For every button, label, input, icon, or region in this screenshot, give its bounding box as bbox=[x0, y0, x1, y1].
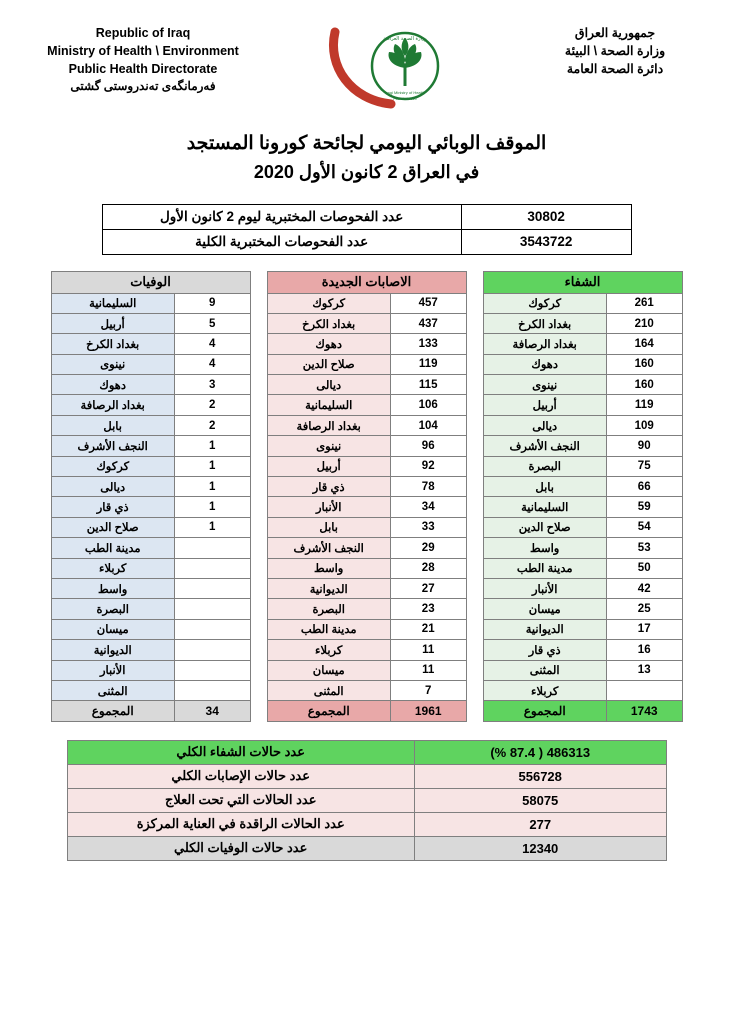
table-row bbox=[67, 764, 666, 788]
new-cases-total-label: المجموع bbox=[267, 701, 390, 721]
deaths-value bbox=[174, 599, 250, 619]
new-cases-province: بابل bbox=[267, 517, 390, 537]
deaths-value bbox=[174, 538, 250, 558]
deaths-province: بغداد الكرخ bbox=[51, 334, 174, 354]
page-title-line1: الموقف الوبائي اليومي لجائحة كورونا المستجد bbox=[186, 133, 547, 154]
deaths-province: كركوك bbox=[51, 456, 174, 476]
table-row bbox=[267, 293, 466, 313]
deaths-value: 2 bbox=[174, 395, 250, 415]
active-cases-label: عدد الحالات التي تحت العلاج bbox=[67, 788, 414, 812]
deaths-province: واسط bbox=[51, 578, 174, 598]
recovered-value: 50 bbox=[606, 558, 682, 578]
new-cases-province: بغداد الرصافة bbox=[267, 415, 390, 435]
deaths-value bbox=[174, 558, 250, 578]
new-cases-province: ميسان bbox=[267, 660, 390, 680]
new-cases-value: 437 bbox=[390, 313, 466, 333]
recovered-value: 75 bbox=[606, 456, 682, 476]
table-row bbox=[267, 456, 466, 476]
table-row bbox=[51, 558, 250, 578]
new-cases-province: المثنى bbox=[267, 680, 390, 700]
deaths-province: الأنبار bbox=[51, 660, 174, 680]
table-row bbox=[483, 578, 682, 598]
recovered-value: 53 bbox=[606, 538, 682, 558]
new-cases-value: 23 bbox=[390, 599, 466, 619]
table-row bbox=[483, 334, 682, 354]
table-row bbox=[51, 497, 250, 517]
daily-tests-label: عدد الفحوصات المختبرية ليوم 2 كانون الأول bbox=[102, 204, 461, 229]
deaths-value: 3 bbox=[174, 375, 250, 395]
table-row bbox=[483, 354, 682, 374]
table-row bbox=[267, 538, 466, 558]
table-row bbox=[483, 456, 682, 476]
new-cases-province: مدينة الطب bbox=[267, 619, 390, 639]
recovered-value: 54 bbox=[606, 517, 682, 537]
header-line-republic: Republic of Iraq bbox=[95, 26, 191, 40]
table-row bbox=[267, 578, 466, 598]
recovered-total-value: 1743 bbox=[606, 701, 682, 721]
total-deaths-label: عدد حالات الوفيات الكلي bbox=[67, 836, 414, 860]
recovered-province: كركوك bbox=[483, 293, 606, 313]
deaths-value: 9 bbox=[174, 293, 250, 313]
table-row bbox=[483, 415, 682, 435]
new-cases-province: البصرة bbox=[267, 599, 390, 619]
table-row bbox=[51, 680, 250, 700]
table-row bbox=[51, 293, 250, 313]
deaths-province: ذي قار bbox=[51, 497, 174, 517]
recovered-column bbox=[483, 271, 683, 722]
deaths-value: 1 bbox=[174, 517, 250, 537]
recovered-value bbox=[606, 680, 682, 700]
recovered-province: كربلاء bbox=[483, 680, 606, 700]
new-cases-province: أربيل bbox=[267, 456, 390, 476]
deaths-value: 1 bbox=[174, 497, 250, 517]
table-row bbox=[51, 619, 250, 639]
table-row bbox=[51, 578, 250, 598]
total-recovered-label: عدد حالات الشفاء الكلي bbox=[67, 740, 414, 764]
recovered-province: مدينة الطب bbox=[483, 558, 606, 578]
table-row bbox=[67, 836, 666, 860]
header-ar-ministry: وزارة الصحة \ البيئة bbox=[564, 44, 666, 59]
new-cases-rows bbox=[267, 293, 466, 721]
new-cases-total-row bbox=[267, 701, 466, 721]
svg-text:وزارة الصحة العراقية: وزارة الصحة العراقية bbox=[382, 36, 427, 42]
table-row bbox=[267, 334, 466, 354]
new-cases-province: النجف الأشرف bbox=[267, 538, 390, 558]
deaths-province: دهوك bbox=[51, 375, 174, 395]
table-row bbox=[51, 477, 250, 497]
table-row bbox=[51, 436, 250, 456]
deaths-value: 4 bbox=[174, 334, 250, 354]
new-cases-value: 96 bbox=[390, 436, 466, 456]
daily-tests-value: 30802 bbox=[461, 204, 631, 229]
deaths-value bbox=[174, 619, 250, 639]
table-row bbox=[483, 395, 682, 415]
total-deaths-value: 12340 bbox=[414, 836, 666, 860]
table-row bbox=[267, 558, 466, 578]
new-cases-province: صلاح الدين bbox=[267, 354, 390, 374]
new-cases-value: 106 bbox=[390, 395, 466, 415]
header-line-kurdish: فه‌رمانگه‌ی ته‌ندروستی گشتی bbox=[70, 79, 216, 94]
recovered-value: 160 bbox=[606, 354, 682, 374]
recovered-value: 210 bbox=[606, 313, 682, 333]
cumulative-summary-table bbox=[67, 740, 667, 861]
recovered-column-header: الشفاء bbox=[483, 271, 682, 293]
recovered-province: دهوك bbox=[483, 354, 606, 374]
recovered-value: 164 bbox=[606, 334, 682, 354]
new-cases-value: 11 bbox=[390, 660, 466, 680]
deaths-column bbox=[51, 271, 251, 722]
total-recovered-value: 486313 ( 87.4 %) bbox=[414, 740, 666, 764]
new-cases-column-header: الاصابات الجديدة bbox=[267, 271, 466, 293]
table-row bbox=[267, 375, 466, 395]
recovered-total-label: المجموع bbox=[483, 701, 606, 721]
recovered-total-row bbox=[483, 701, 682, 721]
recovered-value: 17 bbox=[606, 619, 682, 639]
table-row bbox=[267, 436, 466, 456]
deaths-value bbox=[174, 680, 250, 700]
table-row bbox=[483, 375, 682, 395]
deaths-province: الديوانية bbox=[51, 640, 174, 660]
new-cases-province: ذي قار bbox=[267, 477, 390, 497]
table-row bbox=[483, 436, 682, 456]
deaths-total-label: المجموع bbox=[51, 701, 174, 721]
new-cases-total-value: 1961 bbox=[390, 701, 466, 721]
new-cases-value: 27 bbox=[390, 578, 466, 598]
iraq-ministry-of-health-logo bbox=[317, 14, 467, 114]
new-cases-province: الأنبار bbox=[267, 497, 390, 517]
svg-text:Iraqi Ministry of Health: Iraqi Ministry of Health bbox=[384, 90, 425, 95]
new-cases-value: 457 bbox=[390, 293, 466, 313]
recovered-province: ذي قار bbox=[483, 640, 606, 660]
table-row bbox=[67, 812, 666, 836]
deaths-province: نينوى bbox=[51, 354, 174, 374]
table-row bbox=[483, 517, 682, 537]
new-cases-province: السليمانية bbox=[267, 395, 390, 415]
table-row bbox=[102, 204, 631, 229]
deaths-province: البصرة bbox=[51, 599, 174, 619]
new-cases-province: كربلاء bbox=[267, 640, 390, 660]
recovered-value: 109 bbox=[606, 415, 682, 435]
recovered-province: الديوانية bbox=[483, 619, 606, 639]
recovered-province: صلاح الدين bbox=[483, 517, 606, 537]
table-row bbox=[483, 660, 682, 680]
header-ar-republic: جمهورية العراق bbox=[574, 26, 656, 40]
table-row bbox=[267, 497, 466, 517]
deaths-value: 4 bbox=[174, 354, 250, 374]
active-cases-value: 58075 bbox=[414, 788, 666, 812]
deaths-province: أربيل bbox=[51, 313, 174, 333]
table-row bbox=[51, 599, 250, 619]
deaths-province: بغداد الرصافة bbox=[51, 395, 174, 415]
recovered-province: المثنى bbox=[483, 660, 606, 680]
recovered-province: أربيل bbox=[483, 395, 606, 415]
deaths-province: النجف الأشرف bbox=[51, 436, 174, 456]
table-row bbox=[51, 660, 250, 680]
recovered-province: بابل bbox=[483, 477, 606, 497]
table-row bbox=[67, 788, 666, 812]
total-cases-label: عدد حالات الإصابات الكلي bbox=[67, 764, 414, 788]
deaths-total-row bbox=[51, 701, 250, 721]
recovered-province: نينوى bbox=[483, 375, 606, 395]
table-row bbox=[102, 229, 631, 254]
table-row bbox=[483, 477, 682, 497]
new-cases-value: 34 bbox=[390, 497, 466, 517]
recovered-province: بغداد الرصافة bbox=[483, 334, 606, 354]
table-row bbox=[51, 640, 250, 660]
deaths-total-value: 34 bbox=[174, 701, 250, 721]
new-cases-province: كركوك bbox=[267, 293, 390, 313]
recovered-value: 13 bbox=[606, 660, 682, 680]
table-row bbox=[483, 619, 682, 639]
header-ar-directorate: دائرة الصحة العامة bbox=[566, 62, 664, 77]
total-tests-value: 3543722 bbox=[461, 229, 631, 254]
table-row bbox=[483, 313, 682, 333]
new-cases-value: 11 bbox=[390, 640, 466, 660]
recovered-value: 25 bbox=[606, 599, 682, 619]
province-breakdown-columns bbox=[0, 271, 733, 722]
table-row bbox=[267, 599, 466, 619]
deaths-province: صلاح الدين bbox=[51, 517, 174, 537]
recovered-value: 42 bbox=[606, 578, 682, 598]
header-line-ministry: Ministry of Health \ Environment bbox=[47, 44, 239, 59]
header-english-block bbox=[18, 14, 268, 96]
header-arabic-block bbox=[515, 14, 715, 78]
new-cases-province: الديوانية bbox=[267, 578, 390, 598]
new-cases-province: واسط bbox=[267, 558, 390, 578]
new-cases-province: ديالى bbox=[267, 375, 390, 395]
table-row bbox=[267, 313, 466, 333]
deaths-column-header: الوفيات bbox=[51, 271, 250, 293]
table-row bbox=[51, 517, 250, 537]
new-cases-value: 119 bbox=[390, 354, 466, 374]
deaths-province: السليمانية bbox=[51, 293, 174, 313]
deaths-value bbox=[174, 640, 250, 660]
deaths-value: 1 bbox=[174, 477, 250, 497]
new-cases-value: 78 bbox=[390, 477, 466, 497]
header-line-directorate: Public Health Directorate bbox=[68, 62, 218, 77]
recovered-province: ميسان bbox=[483, 599, 606, 619]
table-row bbox=[51, 456, 250, 476]
table-row bbox=[483, 640, 682, 660]
new-cases-province: نينوى bbox=[267, 436, 390, 456]
table-row bbox=[267, 640, 466, 660]
deaths-province: المثنى bbox=[51, 680, 174, 700]
new-cases-value: 115 bbox=[390, 375, 466, 395]
table-row bbox=[267, 395, 466, 415]
recovered-province: السليمانية bbox=[483, 497, 606, 517]
deaths-rows bbox=[51, 293, 250, 721]
deaths-value: 1 bbox=[174, 456, 250, 476]
deaths-province: ديالى bbox=[51, 477, 174, 497]
table-row bbox=[483, 680, 682, 700]
table-row bbox=[267, 619, 466, 639]
new-cases-column bbox=[267, 271, 467, 722]
recovered-province: النجف الأشرف bbox=[483, 436, 606, 456]
table-row bbox=[267, 415, 466, 435]
table-row bbox=[51, 395, 250, 415]
table-row bbox=[51, 415, 250, 435]
recovered-value: 66 bbox=[606, 477, 682, 497]
icu-cases-label: عدد الحالات الراقدة في العناية المركزة bbox=[67, 812, 414, 836]
page-title bbox=[0, 130, 733, 186]
table-row bbox=[267, 680, 466, 700]
deaths-value: 1 bbox=[174, 436, 250, 456]
new-cases-value: 7 bbox=[390, 680, 466, 700]
table-row bbox=[51, 334, 250, 354]
deaths-value: 5 bbox=[174, 313, 250, 333]
new-cases-value: 92 bbox=[390, 456, 466, 476]
recovered-province: واسط bbox=[483, 538, 606, 558]
recovered-province: البصرة bbox=[483, 456, 606, 476]
total-cases-value: 556728 bbox=[414, 764, 666, 788]
recovered-province: بغداد الكرخ bbox=[483, 313, 606, 333]
new-cases-province: بغداد الكرخ bbox=[267, 313, 390, 333]
table-row bbox=[51, 375, 250, 395]
table-row bbox=[51, 313, 250, 333]
new-cases-value: 21 bbox=[390, 619, 466, 639]
recovered-value: 160 bbox=[606, 375, 682, 395]
recovered-rows bbox=[483, 293, 682, 721]
deaths-province: كربلاء bbox=[51, 558, 174, 578]
recovered-province: الأنبار bbox=[483, 578, 606, 598]
icu-cases-value: 277 bbox=[414, 812, 666, 836]
new-cases-value: 33 bbox=[390, 517, 466, 537]
new-cases-value: 104 bbox=[390, 415, 466, 435]
recovered-value: 119 bbox=[606, 395, 682, 415]
deaths-value: 2 bbox=[174, 415, 250, 435]
new-cases-value: 28 bbox=[390, 558, 466, 578]
deaths-value bbox=[174, 660, 250, 680]
table-row bbox=[483, 538, 682, 558]
document-header bbox=[0, 0, 733, 114]
table-row bbox=[51, 538, 250, 558]
recovered-value: 90 bbox=[606, 436, 682, 456]
table-row bbox=[483, 497, 682, 517]
svg-text:Founded 1920: Founded 1920 bbox=[392, 97, 417, 101]
deaths-province: مدينة الطب bbox=[51, 538, 174, 558]
table-row bbox=[483, 293, 682, 313]
lab-tests-table bbox=[102, 204, 632, 255]
table-row bbox=[267, 660, 466, 680]
table-row bbox=[267, 517, 466, 537]
deaths-province: ميسان bbox=[51, 619, 174, 639]
recovered-province: ديالى bbox=[483, 415, 606, 435]
recovered-value: 59 bbox=[606, 497, 682, 517]
total-tests-label: عدد الفحوصات المختبرية الكلية bbox=[102, 229, 461, 254]
table-row bbox=[483, 558, 682, 578]
page-title-line2: في العراق 2 كانون الأول 2020 bbox=[253, 161, 480, 182]
new-cases-value: 29 bbox=[390, 538, 466, 558]
table-row bbox=[267, 354, 466, 374]
table-row bbox=[51, 354, 250, 374]
table-row bbox=[483, 599, 682, 619]
new-cases-value: 133 bbox=[390, 334, 466, 354]
table-row bbox=[267, 477, 466, 497]
deaths-value bbox=[174, 578, 250, 598]
table-row bbox=[67, 740, 666, 764]
recovered-value: 261 bbox=[606, 293, 682, 313]
recovered-value: 16 bbox=[606, 640, 682, 660]
deaths-province: بابل bbox=[51, 415, 174, 435]
new-cases-province: دهوك bbox=[267, 334, 390, 354]
